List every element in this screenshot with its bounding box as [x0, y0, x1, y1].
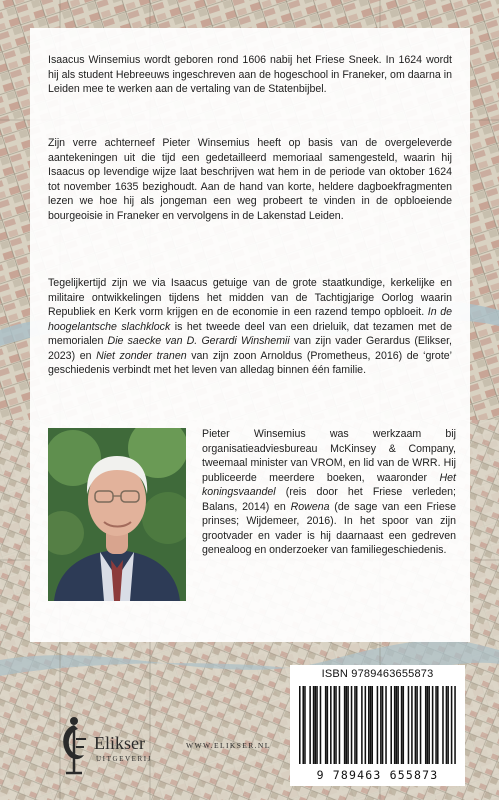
- blurb-paragraph-2: Zijn verre achterneef Pieter Winsemius heeft op basis van de overgeleverde aantekeningen uit die tijd een gedetailleerd memoriaal samengesteld, waarin hij Isaacus op levendige wijze laat beschrijven wat hem in de periode van oktober 1624 tot november 1635 bezighoudt. Aan de hand van korte, heldere dagboekfragmenten lezen we hoe hij als jongeman een weg probeert te vinden in de opbloeiende bourgeoisie in Franeker en vervolgens in de Lakenstad Leiden.: [48, 137, 452, 222]
- isbn-label: ISBN 9789463655873: [321, 668, 434, 680]
- blurb-paragraph-3: Tegelijkertijd zijn we via Isaacus getuige van de grote staatkundige, kerkelijke en militaire ontwikkelingen tijdens het midden van de Tachtigjarige Oorlog waarin Republiek en Kerk vorm krijgen en de economie in een razend tempo opbloeit. In de hoogelantsche slachklock is het tweede deel van een drieluik, dat tezamen met de memorialen Die saecke van D. Gerardi Winshemii van zijn vader Gerardus (Elikser, 2023) en Niet zonder tranen van zijn zoon Arnoldus (Prometheus, 2016) de ‘grote’ geschiedenis verbindt met het leven van alledag binnen één familie.: [48, 277, 453, 376]
- ean-digits: 9 789463 655873: [316, 768, 439, 782]
- barcode: [299, 686, 456, 764]
- blurb-paragraph-1: Isaacus Winsemius wordt geboren rond 1606 nabij het Friese Sneek. In 1624 wordt hij als student Hebreeuws ingeschreven aan de hogeschool in Franeker, om daarna in Leiden mee te werken aan de vertaling van de Statenbijbel.: [48, 54, 452, 95]
- author-bio: Pieter Winsemius was werkzaam bij organisatieadviesbureau McKinsey & Company, tweemaal minister van VROM, en lid van de WRR. Hij publiceerde meerdere boeken, waaronder Het koningsvaandel (reis door het Friese verleden; Balans, 2014) en Rowena (de sage van een Friese prinses; Wijdemeer, 2016). In het spoor van zijn grootvader en vader is hij daarnaast een gedreven genealoog en onderzoeker van familiegeschiedenis.: [202, 428, 456, 556]
- isbn-barcode-box: [290, 665, 465, 786]
- publisher-subtitle: UITGEVERIJ: [96, 755, 153, 763]
- book-title-niet-zonder-tranen: Niet zonder tranen: [96, 349, 187, 362]
- author-photo: [48, 428, 186, 601]
- publisher-name: Elikser: [94, 733, 145, 753]
- book-title-koningsvaandel: Het koningsvaandel: [202, 471, 456, 498]
- book-title-hoogelantsche-slachklock: In de hoogelantsche slachklock: [48, 306, 453, 333]
- publisher-url: WWW.ELIKSER.NL: [186, 741, 271, 750]
- publisher-logo: [56, 715, 176, 775]
- book-title-rowena: Rowena: [290, 500, 330, 513]
- book-title-die-saecke: Die saecke van D. Gerardi Winshemii: [107, 335, 290, 347]
- elikser-emblem-icon: [56, 715, 92, 775]
